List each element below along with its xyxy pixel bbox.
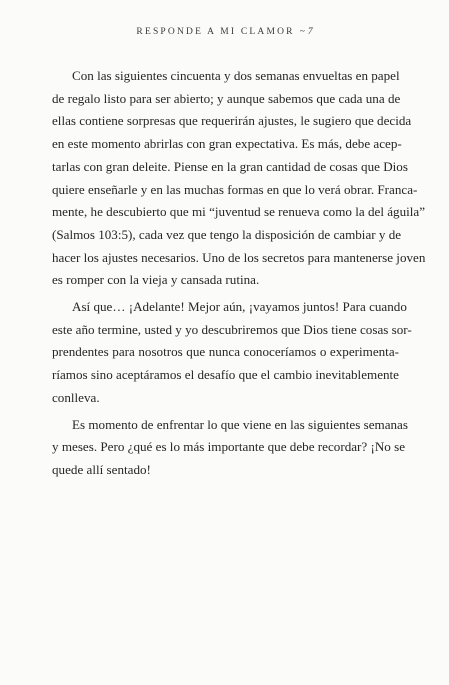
paragraph-3 [52,414,408,482]
text-line: Así que… ¡Adelante! Mejor aún, ¡vayamos juntos! Para cuando [72,299,407,315]
text-line: tarlas con gran deleite. Piense en la gran cantidad de cosas que Dios [52,158,408,174]
text-line: este año termine, usted y yo descubriremos que Dios tiene cosas sor- [52,321,412,337]
page-number: 7 [307,27,313,37]
text-line: Es momento de enfrentar lo que viene en las siguientes semanas [72,416,408,432]
header-separator: ~ [299,27,305,37]
running-title: RESPONDE A MI CLAMOR [136,27,295,37]
text-line: en este momento abrirlas con gran expectativa. Es más, debe acep- [52,136,402,152]
text-line: hacer los ajustes necesarios. Uno de los secretos para mantenerse joven [52,249,426,265]
text-line: ellas contiene sorpresas que requerirán ajustes, le sugiero que decida [52,113,412,129]
text-line: quede allí sentado! [52,461,151,477]
text-line: Con las siguientes cincuenta y dos semanas envueltas en papel [72,68,400,83]
text-line: quiere enseñarle y en las muchas formas en que lo verá obrar. Franca- [52,181,418,197]
text-line: (Salmos 103:5), cada vez que tengo la disposición de cambiar y de [52,226,402,242]
text-line: conlleva. [52,389,100,405]
text-line: y meses. Pero ¿qué es lo más importante que debe recordar? ¡No se [52,439,406,455]
paragraph-2 [52,296,412,410]
text-line: prendentes para nosotros que nunca conoceríamos o experimenta- [52,344,399,360]
paragraph-1 [52,65,426,292]
text-line: es romper con la vieja y cansada rutina. [52,272,260,288]
text-line: ríamos sino aceptáramos el desafío que el cambio inevitablemente [52,367,399,383]
text-line: mente, he descubierto que mi “juventud se renueva como la del águila” [52,204,426,220]
body-text [52,65,426,482]
running-header [0,27,449,37]
text-line: de regalo listo para ser abierto; y aunque sabemos que cada una de [52,90,401,106]
